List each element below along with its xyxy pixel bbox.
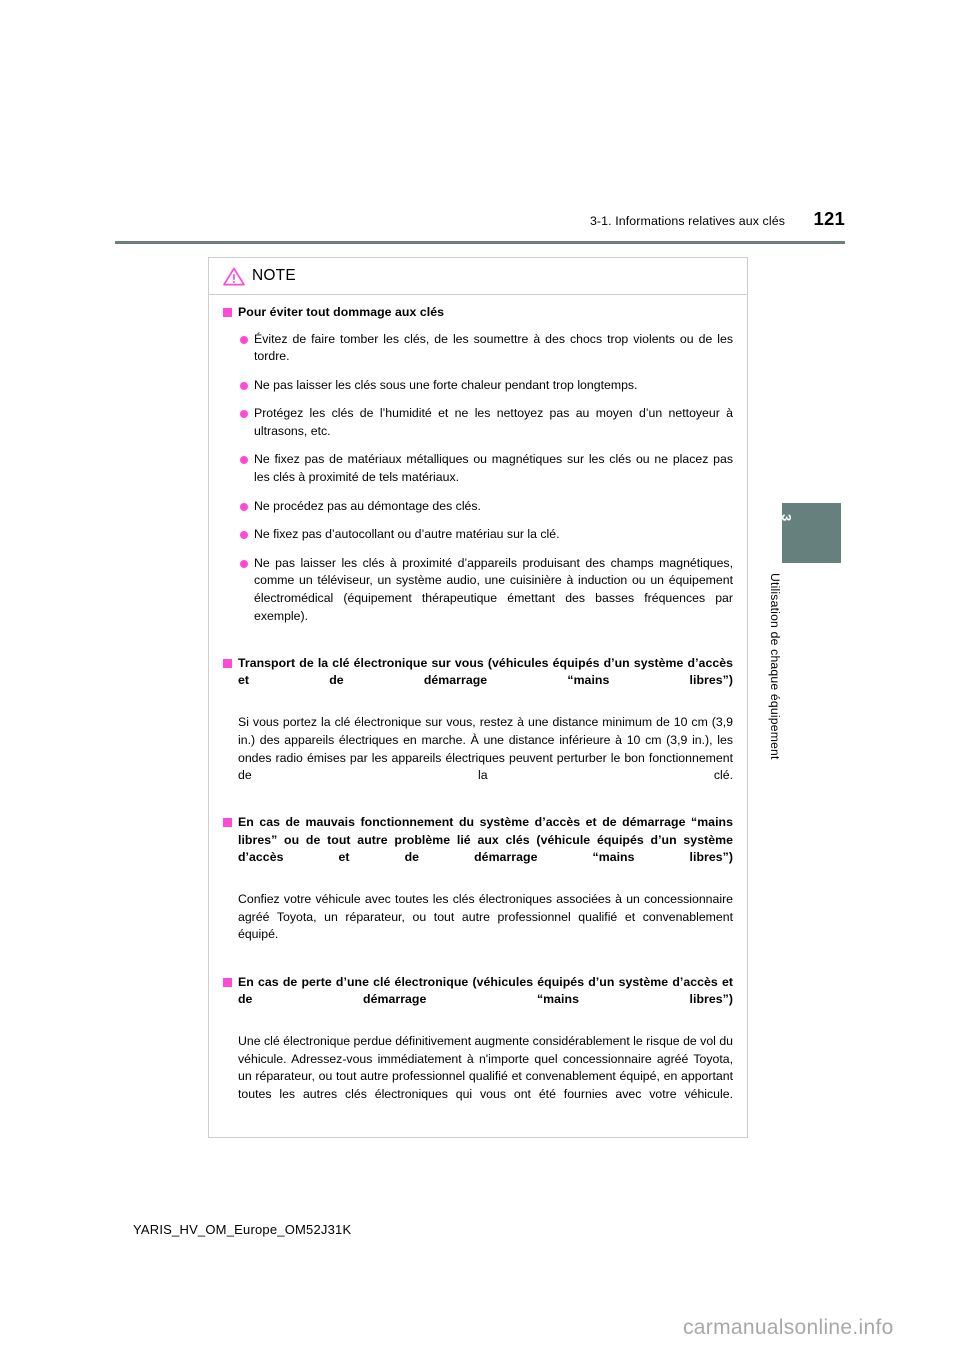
chapter-tab-number: 3 — [779, 514, 794, 522]
round-bullet-icon — [240, 531, 248, 539]
warning-triangle-icon — [223, 267, 245, 286]
note-section-paragraph — [221, 891, 733, 961]
list-item — [221, 331, 733, 366]
note-bullet-list — [221, 331, 733, 643]
note-section-paragraph-text: Si vous portez la clé électronique sur vous, restez à une distance minimum de 10 cm (3,9 in.) des appareils électriques en marche. À une distance inférieure à 10 cm (3,9 in.), les ondes radio émises par les appareils électriques peuvent perturber le bon fonctionnement de la clé. — [238, 715, 733, 783]
note-section-heading — [221, 814, 733, 884]
note-header — [209, 258, 747, 295]
footer-document-code: YARIS_HV_OM_Europe_OM52J31K — [133, 1222, 352, 1237]
note-section-paragraph — [221, 1033, 733, 1121]
square-bullet-icon — [223, 978, 232, 987]
note-section-heading — [221, 655, 733, 708]
list-item-text: Ne fixez pas d’autocollant ou d’autre matériau sur la clé. — [254, 527, 560, 542]
list-item-text: Protégez les clés de l’humidité et ne les nettoyez pas au moyen d’un nettoyeur à ultrasons, etc. — [254, 406, 733, 438]
chapter-tab-label: Utilisation de chaque équipement — [768, 573, 782, 760]
round-bullet-icon — [240, 456, 248, 464]
list-item-text: Ne fixez pas de matériaux métalliques ou magnétiques sur les clés ou ne placez pas les clés à proximité de tels matériaux. — [254, 452, 733, 485]
note-section-paragraph — [221, 714, 733, 802]
note-section-heading — [221, 304, 733, 322]
header-divider-rule — [115, 241, 845, 244]
section-title: 3-1. Informations relatives aux clés — [589, 214, 785, 228]
square-bullet-icon — [223, 818, 232, 827]
round-bullet-icon — [240, 336, 248, 344]
list-item — [221, 377, 733, 395]
chapter-tab — [779, 503, 841, 563]
list-item — [221, 405, 733, 440]
note-section-heading — [221, 974, 733, 1027]
note-section-heading-text: En cas de mauvais fonctionnement du système d’accès et de démarrage “mains libres” ou de tout autre problème lié aux clés (véhicule équipés d’un système d’accès et de démarrage “mains libres”) — [238, 815, 733, 865]
note-section-heading-text: En cas de perte d’une clé électronique (véhicules équipés d’un système d’accès et de démarrage “mains libres”) — [238, 974, 733, 1007]
note-section-heading-text: Pour éviter tout dommage aux clés — [238, 305, 444, 319]
list-item-text: Évitez de faire tomber les clés, de les soumettre à des chocs trop violents ou de les tordre. — [254, 331, 733, 364]
note-callout-box — [208, 257, 748, 1138]
page-header — [115, 208, 845, 242]
list-item — [221, 451, 733, 486]
note-section-paragraph-text: Confiez votre véhicule avec toutes les clés électroniques associées à un concessionnaire agréé Toyota, un réparateur, ou tout autre professionnel qualifié et convenablement équipé. — [238, 892, 733, 942]
list-item-text: Ne pas laisser les clés sous une forte chaleur pendant trop longtemps. — [254, 377, 638, 392]
square-bullet-icon — [223, 659, 232, 668]
round-bullet-icon — [240, 382, 248, 390]
list-item — [221, 526, 733, 544]
list-item — [221, 498, 733, 516]
note-section-heading-text: Transport de la clé électronique sur vous (véhicules équipés d’un système d’accès et de démarrage “mains libres”) — [238, 655, 733, 688]
round-bullet-icon — [240, 503, 248, 511]
round-bullet-icon — [240, 410, 248, 418]
square-bullet-icon — [223, 308, 232, 317]
list-item-text: Ne pas laisser les clés à proximité d’appareils produisant des champs magnétiques, comme un téléviseur, un système audio, une cuisinière à induction ou un équipement électromédical (équipement thérapeutique émettant des basses fréquences par exemple). — [254, 555, 733, 623]
list-item — [221, 555, 733, 643]
note-title: NOTE — [252, 267, 296, 284]
note-section-paragraph-text: Une clé électronique perdue définitivement augmente considérablement le risque de vol du véhicule. Adressez-vous immédiatement à n'importe quel concessionnaire agréé Toyota, un réparateur, ou tout autre professionnel qualifié et convenablement équipé, en apportant toutes les autres clés électroniques qui vous ont été fournies avec votre véhicule. — [238, 1034, 733, 1101]
watermark: carmanualsonline.info — [683, 1316, 894, 1339]
list-item-text: Ne procédez pas au démontage des clés. — [254, 498, 481, 513]
page-number: 121 — [813, 208, 845, 229]
note-body — [209, 295, 747, 1137]
round-bullet-icon — [240, 560, 248, 568]
